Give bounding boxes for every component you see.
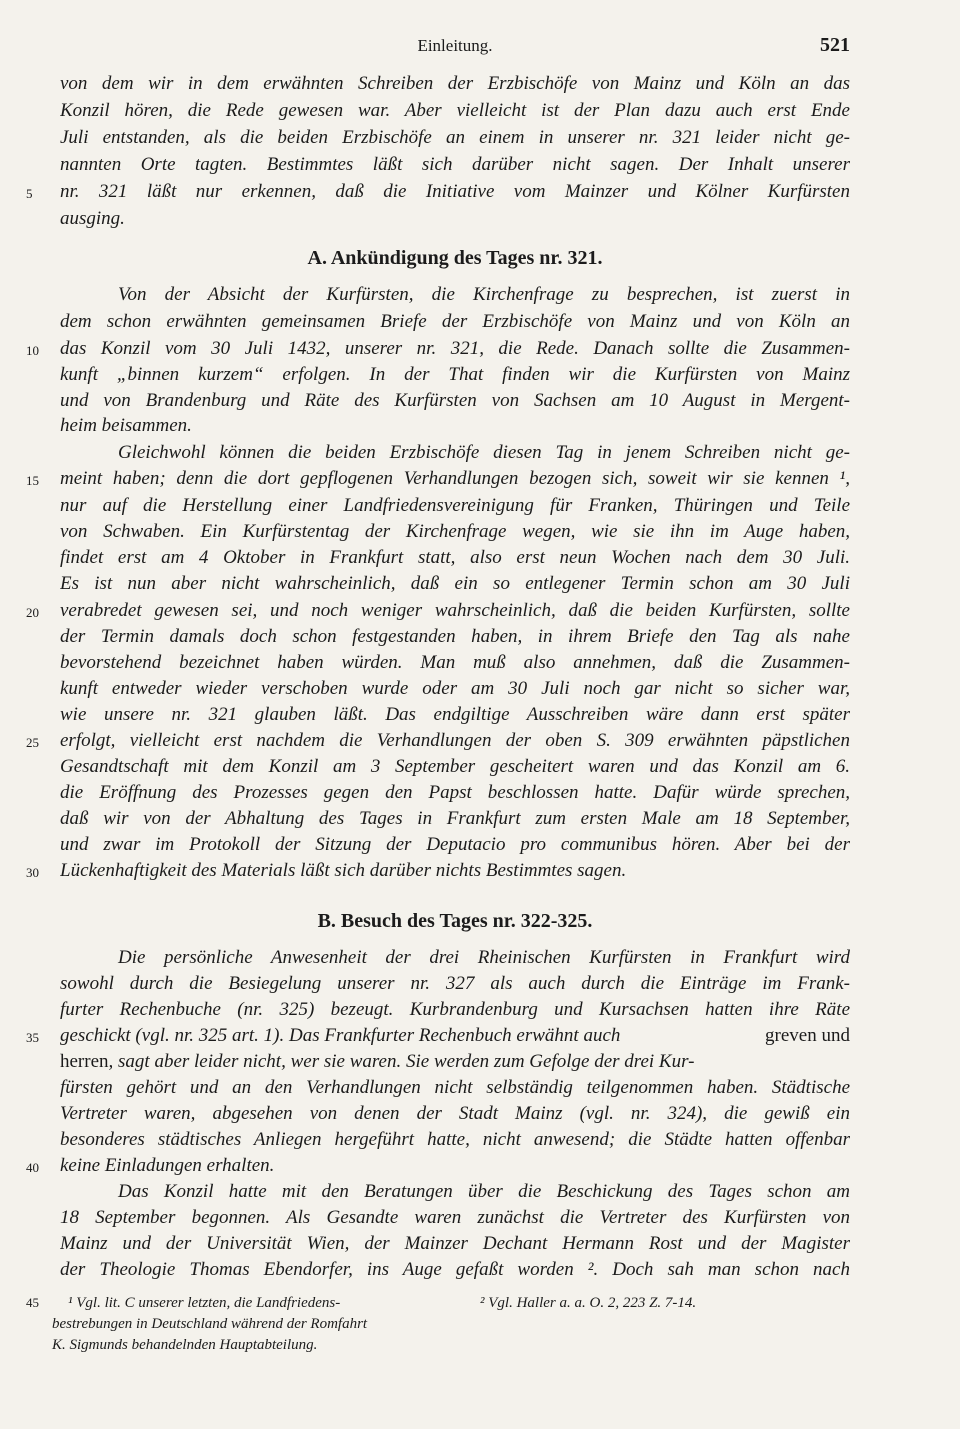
line-number: 5 (26, 186, 33, 201)
footnote-1-line: K. Sigmunds behandelnden Hauptabteilung. (52, 1337, 318, 1353)
footnote-1-line: bestrebungen in Deutschland während der Romfahrt (52, 1316, 368, 1332)
text-line: fürsten gehört und an den Verhandlungen nicht selbständig teilgenommen haben. Städtische (60, 1077, 850, 1098)
text-line: heim beisammen. (60, 415, 192, 436)
text-line: erfolgt, vielleicht erst nachdem die Verhandlungen der oben S. 309 erwähnten päpstlichen (60, 730, 850, 751)
text-line: daß wir von der Abhaltung des Tages in Frankfurt zum ersten Male am 18 September, (60, 808, 850, 829)
text-line: Vertreter waren, abgesehen von denen der Stadt Mainz (vgl. nr. 324), die gewiß ein (60, 1103, 850, 1124)
text-line: wie unsere nr. 321 glauben läßt. Das endgiltige Ausschreiben wäre dann erst später (60, 704, 850, 725)
text-line: Es ist nun aber nicht wahrscheinlich, daß ein so entlegener Termin schon am 30 Juli (60, 573, 850, 594)
running-head (60, 34, 850, 62)
text-line (60, 1049, 850, 1074)
text-line: Gesandtschaft mit dem Konzil am 3 September gescheitert waren und das Konzil am 6. (60, 756, 850, 777)
line-number: 30 (26, 865, 39, 880)
line-number: 10 (26, 343, 39, 358)
text-line (60, 1023, 850, 1048)
footnote-2: ² Vgl. Haller a. a. O. 2, 223 Z. 7-14. (480, 1295, 697, 1311)
text-line: ausging. (60, 208, 125, 229)
text-line: nannten Orte tagten. Bestimmtes läßt sich darüber nicht sagen. Der Inhalt unserer (60, 154, 850, 175)
quoted-fragment: herren (60, 1051, 109, 1072)
text-line: bevorstehend bezeichnet haben würden. Man muß also annehmen, daß die Zusammen- (60, 652, 850, 673)
text-line: der Theologie Thomas Ebendorfer, ins Auge gefaßt worden ². Doch sah man schon nach (60, 1259, 850, 1280)
text-line: die Eröffnung des Prozesses gegen den Papst beschlossen hatte. Dafür würde sprechen, (60, 782, 850, 803)
line-number: 20 (26, 605, 39, 620)
text-line: verabredet gewesen sei, und noch weniger wahrscheinlich, daß die beiden Kurfürsten, sollte (60, 600, 850, 621)
quoted-fragment: greven und (765, 1025, 850, 1046)
text-line: 18 September begonnen. Als Gesandte waren zunächst die Vertreter des Kurfürsten von (60, 1207, 850, 1228)
text-line: und von Brandenburg und Räte des Kurfürsten von Sachsen am 10 August in Mergent- (60, 390, 850, 411)
line-number: 45 (26, 1295, 39, 1310)
text-line: keine Einladungen erhalten. (60, 1155, 275, 1176)
text-line: der Termin damals doch schon festgestanden haben, in ihrem Briefe den Tag als nahe (60, 626, 850, 647)
page-number: 521 (820, 34, 850, 56)
text-line: und zwar im Protokoll der Sitzung der Deputacio pro communibus hören. Aber bei der (60, 834, 850, 855)
text-line: meint haben; denn die dort gepflogenen Verhandlungen bezogen sich, soweit wir sie kennen ¹, (60, 468, 850, 489)
text-line: Das Konzil hatte mit den Beratungen über die Beschickung des Tages schon am (118, 1181, 850, 1202)
text-fragment: geschickt (vgl. nr. 325 art. 1). Das Frankfurter Rechenbuch erwähnt auch (60, 1025, 621, 1046)
text-line: Gleichwohl können die beiden Erzbischöfe diesen Tag in jenem Schreiben nicht ge- (118, 442, 850, 463)
text-line: dem schon erwähnten gemeinsamen Briefe der Erzbischöfe von Mainz und von Köln an (60, 311, 850, 332)
line-number: 15 (26, 473, 39, 488)
text-line: Konzil hören, die Rede gewesen war. Aber vielleicht ist der Plan dazu auch erst Ende (60, 100, 850, 121)
section-heading-a: A. Ankündigung des Tages nr. 321. (307, 247, 603, 269)
text-line: Mainz und der Universität Wien, der Mainzer Dechant Hermann Rost und der Magister (60, 1233, 850, 1254)
text-line: kunft „binnen kurzem“ erfolgen. In der That finden wir die Kurfürsten von Mainz (60, 364, 850, 385)
running-title: Einleitung. (417, 36, 493, 55)
text-line: von Schwaben. Ein Kurfürstentag der Kirchenfrage wegen, wie sie ihn im Auge haben, (60, 521, 850, 542)
footnote-1-line: ¹ Vgl. lit. C unserer letzten, die Landfriedens- (68, 1295, 341, 1311)
line-number: 25 (26, 735, 39, 750)
section-heading-b: B. Besuch des Tages nr. 322-325. (317, 910, 593, 932)
text-line: findet erst am 4 Oktober in Frankfurt statt, also erst neun Wochen nach dem 30 Juli. (60, 547, 850, 568)
line-number: 40 (26, 1160, 39, 1175)
text-line: das Konzil vom 30 Juli 1432, unserer nr. 321, die Rede. Danach sollte die Zusammen- (60, 338, 850, 359)
text-fragment: , sagt aber leider nicht, wer sie waren. Sie werden zum Gefolge der drei Kur- (108, 1051, 695, 1072)
text-line: besonderes städtisches Anliegen hergeführt hatte, nicht anwesend; die Städte hatten offenbar (60, 1129, 850, 1150)
line-number: 35 (26, 1030, 39, 1045)
text-line: kunft entweder wieder verschoben wurde oder am 30 Juli noch gar nicht so sicher war, (60, 678, 850, 699)
text-line: sowohl durch die Besiegelung unserer nr. 327 als auch durch die Einträge im Frank- (60, 973, 850, 994)
text-line: furter Rechenbuche (nr. 325) bezeugt. Kurbrandenburg und Kursachsen hatten ihre Räte (60, 999, 850, 1020)
text-line: Von der Absicht der Kurfürsten, die Kirchenfrage zu besprechen, ist zuerst in (118, 284, 850, 305)
text-line: Lückenhaftigkeit des Materials läßt sich darüber nichts Bestimmtes sagen. (60, 860, 627, 881)
text-line: Juli entstanden, als die beiden Erzbischöfe an einem in unserer nr. 321 leider nicht ge- (60, 127, 850, 148)
text-line: nur auf die Herstellung einer Landfriedensvereinigung für Franken, Thüringen und Teile (60, 495, 850, 516)
text-line: von dem wir in dem erwähnten Schreiben der Erzbischöfe von Mainz und Köln an das (60, 73, 850, 94)
text-line: Die persönliche Anwesenheit der drei Rheinischen Kurfürsten in Frankfurt wird (118, 947, 850, 968)
text-line: nr. 321 läßt nur erkennen, daß die Initiative vom Mainzer und Kölner Kurfürsten (60, 181, 850, 202)
